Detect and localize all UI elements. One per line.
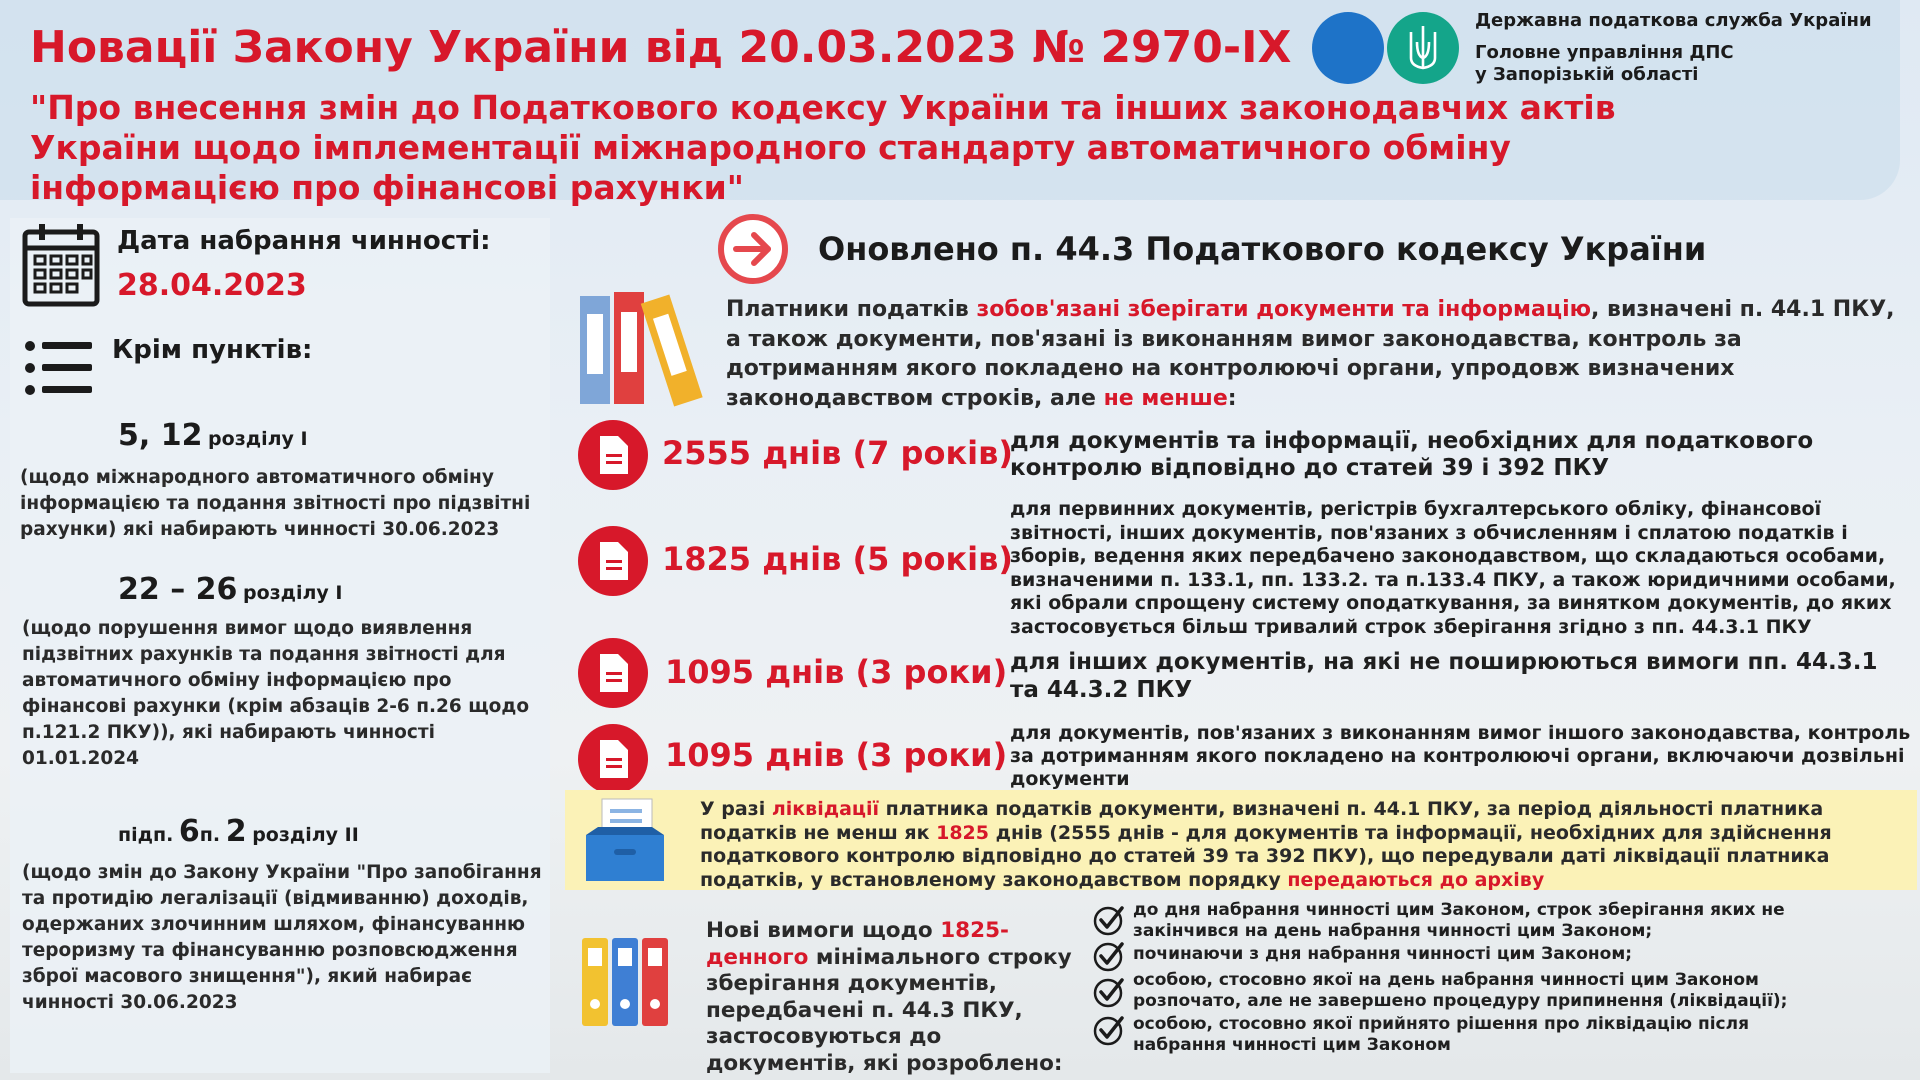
point-number: 5, 12: [118, 418, 203, 453]
list-icon: [24, 340, 94, 400]
new-requirements-text: [706, 918, 1086, 1077]
point-heading: [118, 418, 308, 453]
intro-part: Платники податків: [726, 297, 977, 322]
liq-highlight: 1825: [936, 821, 989, 844]
document-icon: [578, 638, 648, 708]
liq-part: платника податків документи, визначені п. 44.1 ПКУ, за період діяльності платника податків не менш як: [700, 798, 1824, 844]
arrow-right-icon: [718, 214, 788, 284]
binders-icon: [578, 288, 718, 412]
point-heading: [118, 572, 343, 607]
liquidation-text: [700, 798, 1915, 892]
retention-days: 1095 днів (3 роки): [665, 653, 1008, 691]
point-number-2: 2: [225, 814, 247, 849]
liq-part: У разі: [700, 798, 772, 820]
req-highlight: 1825-денного: [706, 918, 1009, 970]
point-prefix: підп.: [118, 824, 174, 846]
retention-days: 2555 днів (7 років): [662, 434, 1013, 472]
retention-days: 1095 днів (3 роки): [665, 736, 1008, 774]
effective-date-value: 28.04.2023: [117, 268, 307, 303]
page-title: Новації Закону України від 20.03.2023 № 2970-IX: [30, 22, 1292, 73]
point-mid: п.: [199, 824, 221, 846]
retention-days: 1825 днів (5 років): [662, 540, 1013, 578]
point-number: 6: [178, 814, 200, 849]
document-icon: [578, 724, 648, 794]
org-department: Головне управління ДПС: [1475, 42, 1734, 63]
document-icon: [578, 526, 648, 596]
section-title: Оновлено п. 44.3 Податкового кодексу України: [818, 230, 1707, 268]
check-list-item: починаючи з дня набрання чинності цим Законом;: [1133, 944, 1633, 964]
retention-description: для документів та інформації, необхідних для податкового контролю відповідно до статей 39 і 392 ПКУ: [1010, 428, 1814, 481]
check-list-item: особою, стосовно якої прийнято рішення про ліквідацію після набрання чинності цим Законом: [1133, 1014, 1749, 1055]
point-section: розділу І: [208, 428, 308, 450]
effective-date-label: Дата набрання чинності:: [117, 226, 491, 256]
intro-highlight: не менше: [1103, 385, 1228, 411]
req-part: мінімального строку зберігання документів, передбачені п. 44.3 ПКУ, застосовуються до документів, які розроблено:: [706, 944, 1072, 1076]
req-part: Нові вимоги щодо: [706, 918, 941, 943]
trident-logo-icon: [1387, 12, 1459, 84]
retention-description: для інших документів, на які не поширюються вимоги пп. 44.3.1 та 44.3.2 ПКУ: [1010, 649, 1878, 703]
intro-part: , визначені п. 44.1 ПКУ, а також документи, пов'язані із виконанням вимог законодавства, контроль за дотриманням якого покладено на контролюючі органи, упродовж визначених законодавством строків, але: [726, 297, 1895, 411]
liq-highlight: передаються до архіву: [1287, 868, 1545, 891]
check-list-item: до дня набрання чинності цим Законом, строк зберігання яких не закінчився на день набрання чинності цим Законом;: [1133, 900, 1785, 941]
point-description: (щодо змін до Закону України "Про запобігання та протидію легалізації (відмиванню) доходів, одержаних злочинним шляхом, фінансуванню тероризму та фінансуванню розповсюдження зброї масового знищення"), який набирає чинності 30.06.2023: [22, 862, 542, 1013]
archive-folder-icon: [580, 795, 670, 889]
point-section: розділу І: [242, 582, 343, 604]
checkmark-icon: [1093, 1014, 1125, 1046]
except-points-label: Крім пунктів:: [112, 335, 313, 365]
retention-description: для документів, пов'язаних з виконанням вимог іншого законодавства, контроль за дотриманням якого покладено на контролюючі органи, включаючи дозвільні документи: [1010, 722, 1911, 790]
liq-part: днів (2555 днів - для документів та інформації, необхідних для здійснення податкового контролю відповідно до статей 39 та 392 ПКУ), що передували даті ліквідації платника податків, у встановленому законодавством порядку: [700, 821, 1832, 891]
checkmark-icon: [1093, 940, 1125, 972]
point-description: (щодо порушення вимог щодо виявлення підзвітних рахунків та подання звітності для автоматичного обміну інформацією про фінансові рахунки (крім абзаців 2-6 п.26 щодо п.121.2 ПКУ)), які набирають чинності 01.01.2024: [22, 618, 530, 769]
checkmark-icon: [1093, 976, 1125, 1008]
point-number: 22 – 26: [118, 572, 238, 607]
checkmark-icon: [1093, 904, 1125, 936]
point-section: розділу ІІ: [252, 824, 359, 846]
dps-logo-blue-icon: [1312, 12, 1384, 84]
intro-part: :: [1227, 385, 1237, 411]
document-icon: [578, 420, 648, 490]
point-heading: [118, 814, 359, 849]
org-region: у Запорізькій області: [1475, 64, 1699, 85]
page-subtitle: "Про внесення змін до Податкового кодексу України та інших законодавчих актів України щодо імплементації міжнародного стандарту автоматичного обміну інформацією про фінансові рахунки": [30, 88, 1616, 207]
liq-highlight: ліквідації: [771, 798, 879, 820]
folders-icon: [580, 934, 670, 1034]
check-list-item: особою, стосовно якої на день набрання чинності цим Законом розпочато, але не завершено процедуру припинення (ліквідації);: [1133, 970, 1788, 1011]
retention-description: для первинних документів, регістрів бухгалтерського обліку, фінансової звітності, інших документів, пов'язаних з обчисленням і сплатою податків і зборів, ведення яких передбачено законодавством, що складаються особами, визначеними п. 133.1, пп. 133.2. та п.133.4 ПКУ, а також юридичними особами, які обрали спрощену систему оподаткування, за винятком документів, до яких застосовується більш тривалий строк зберігання згідно з пп. 44.3.1 ПКУ: [1010, 498, 1896, 638]
intro-highlight: зобов'язані зберігати документи та інформацію: [976, 297, 1592, 322]
intro-text: [726, 295, 1916, 413]
calendar-icon: [22, 222, 102, 312]
org-name: Державна податкова служба України: [1475, 10, 1872, 31]
point-description: (щодо міжнародного автоматичного обміну інформацією та подання звітності про підзвітні рахунки) які набирають чинності 30.06.2023: [20, 467, 531, 540]
